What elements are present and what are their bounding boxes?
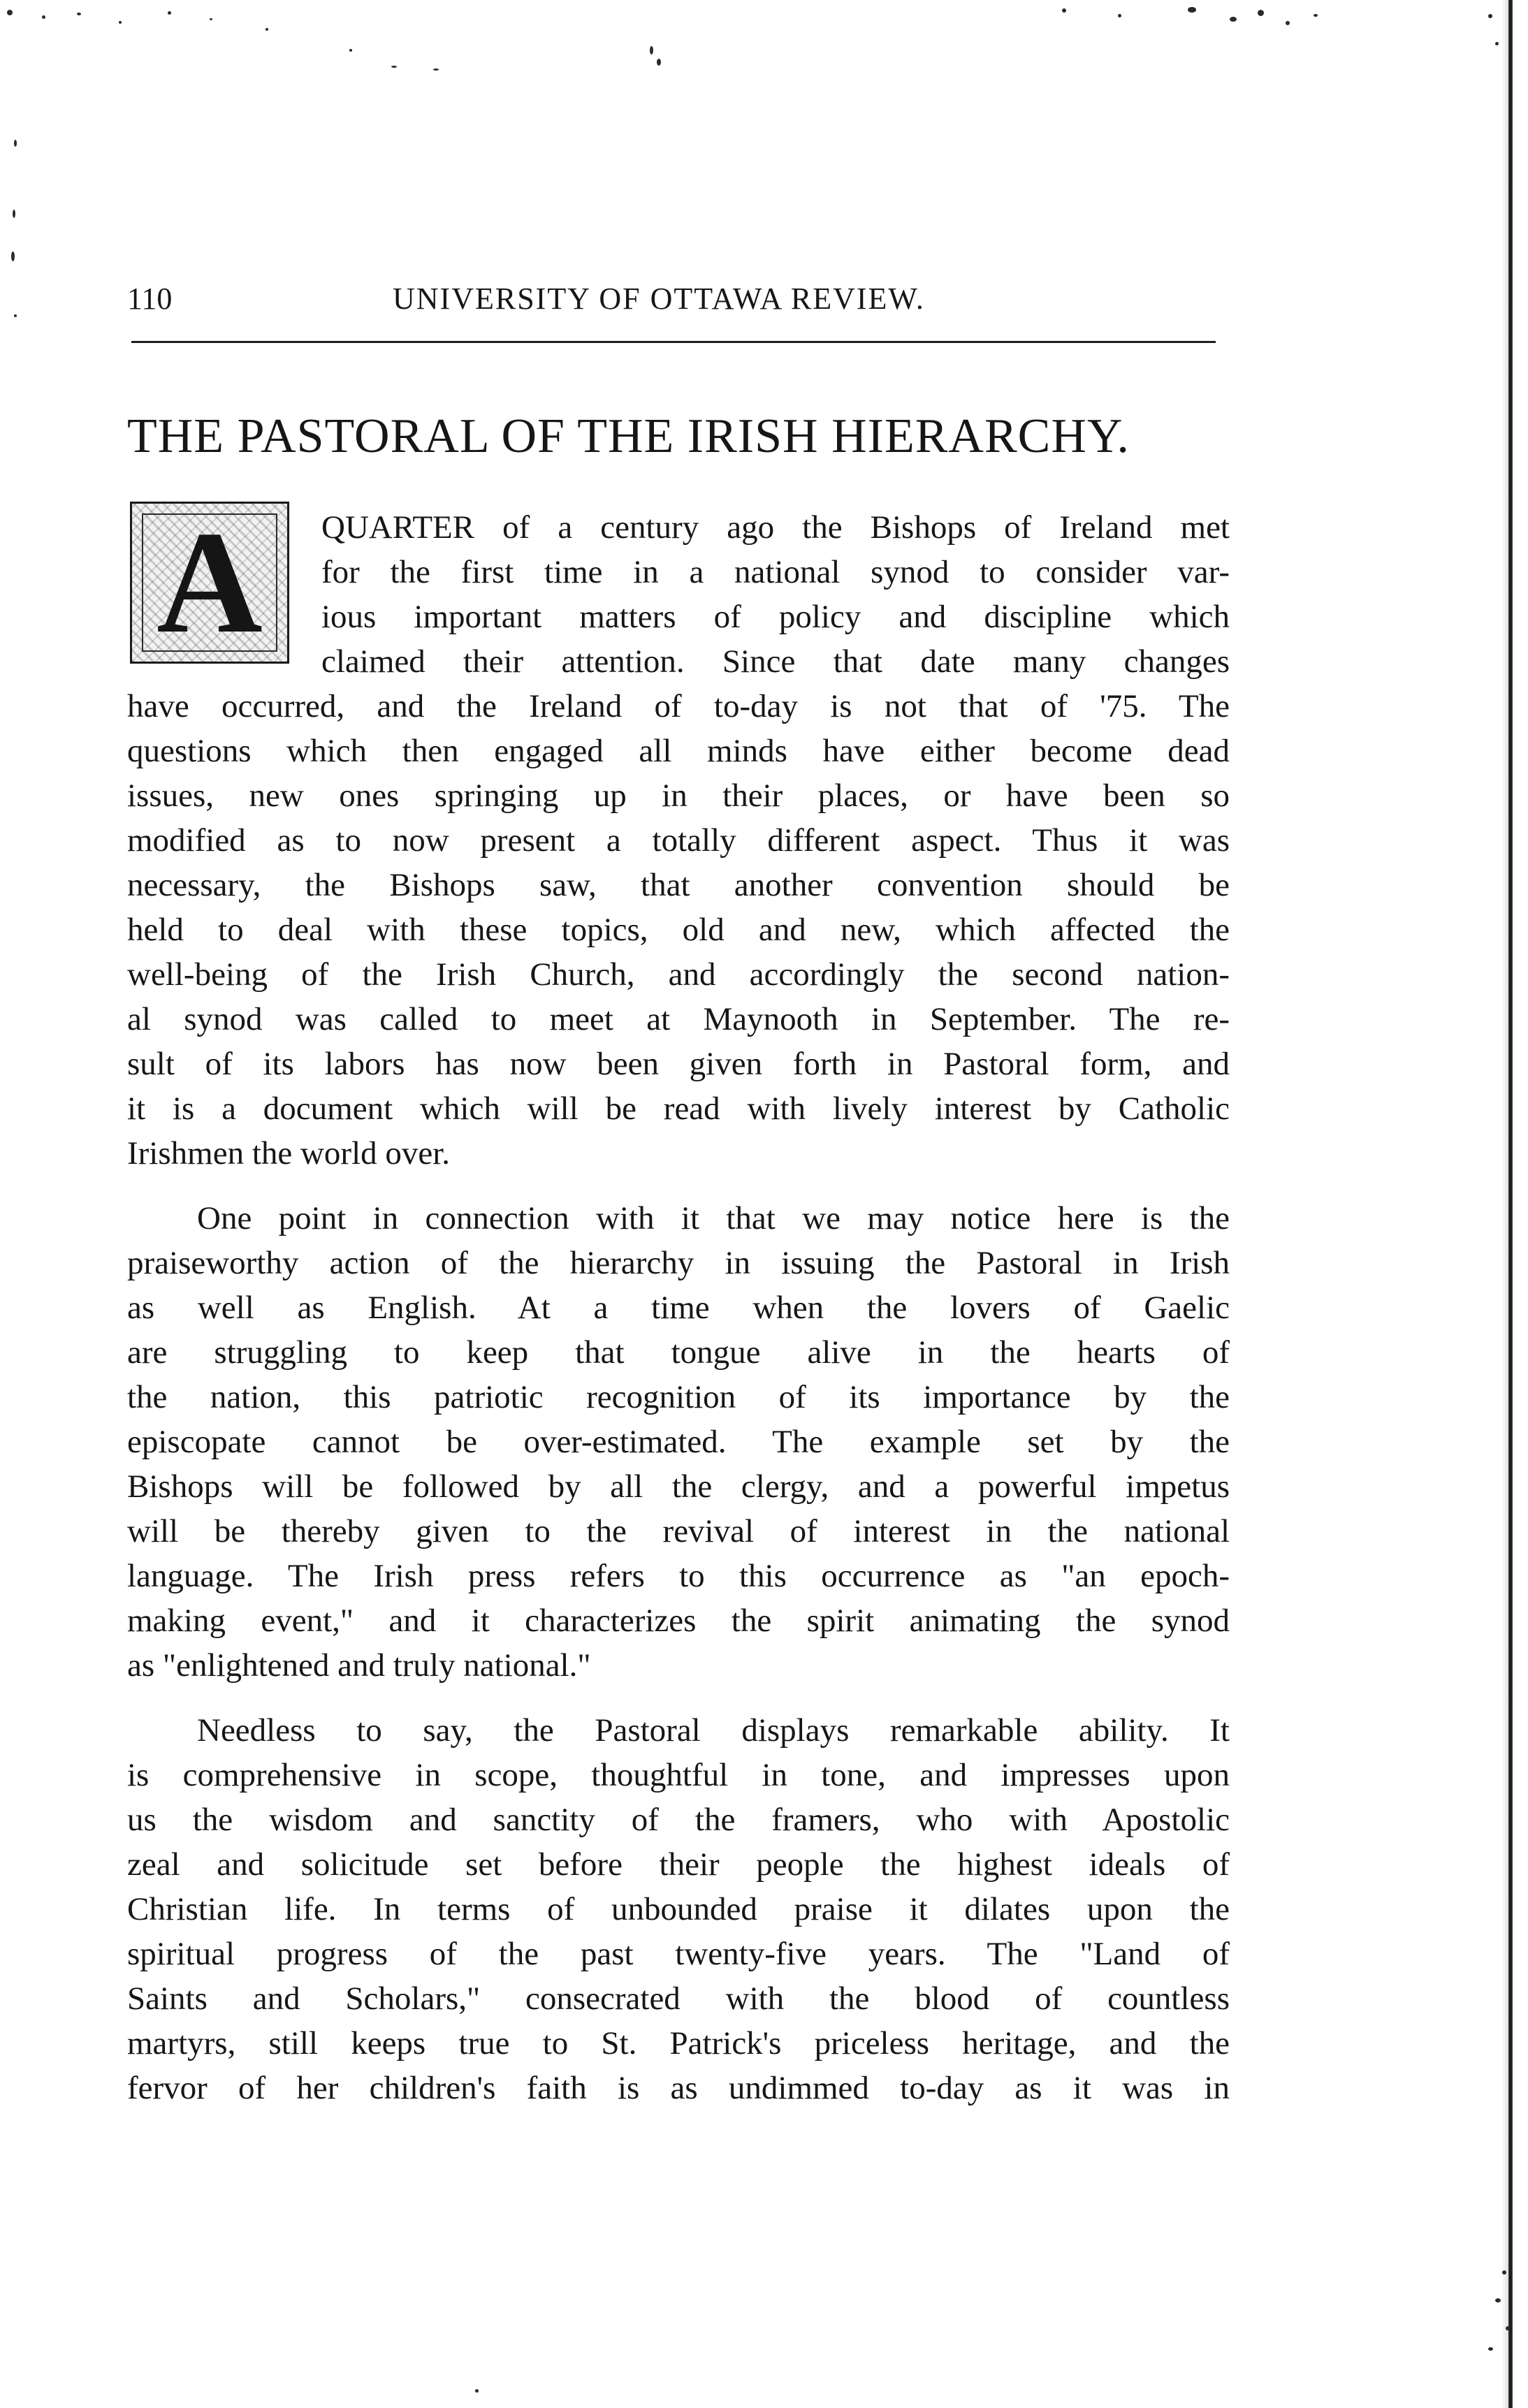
- body-line: well-being of the Irish Church, and accordingly the second nation-: [127, 956, 1230, 993]
- body-line: QUARTER of a century ago the Bishops of Ireland met: [321, 509, 1230, 546]
- body-line: episcopate cannot be over-estimated. The example set by the: [127, 1424, 1230, 1460]
- ornamental-drop-cap: [130, 502, 289, 664]
- body-line: Bishops will be followed by all the clergy, and a powerful impetus: [127, 1468, 1230, 1505]
- body-line: fervor of her children's faith is as undimmed to-day as it was in: [127, 2070, 1230, 2106]
- body-line: will be thereby given to the revival of interest in the national: [127, 1513, 1230, 1549]
- page-number: 110: [127, 282, 173, 316]
- body-line: issues, new ones springing up in their places, or have been so: [127, 778, 1230, 814]
- page-edge: [1508, 0, 1513, 2408]
- body-line: for the first time in a national synod to consider var-: [321, 554, 1230, 590]
- body-line: zeal and solicitude set before their people the highest ideals of: [127, 1846, 1230, 1883]
- body-line: as well as English. At a time when the lovers of Gaelic: [127, 1290, 1230, 1326]
- body-line: claimed their attention. Since that date many changes: [321, 643, 1230, 680]
- drop-cap-letter: A: [157, 502, 263, 664]
- body-line: Irishmen the world over.: [127, 1135, 451, 1172]
- body-line: praiseworthy action of the hierarchy in issuing the Pastoral in Irish: [127, 1245, 1230, 1281]
- body-line: the nation, this patriotic recognition of its importance by the: [127, 1379, 1230, 1415]
- body-line: as "enlightened and truly national.": [127, 1647, 591, 1684]
- body-line: questions which then engaged all minds have either become dead: [127, 733, 1230, 769]
- body-line: One point in connection with it that we may notice here is the: [197, 1200, 1230, 1236]
- body-line: making event," and it characterizes the spirit animating the synod: [127, 1603, 1230, 1639]
- body-line: al synod was called to meet at Maynooth in September. The re-: [127, 1001, 1230, 1037]
- body-line: ious important matters of policy and discipline which: [321, 599, 1230, 635]
- body-line: us the wisdom and sanctity of the framers, who with Apostolic: [127, 1802, 1230, 1838]
- header-rule: [131, 341, 1216, 343]
- running-header: [127, 278, 1217, 327]
- body-line: spiritual progress of the past twenty-five years. The "Land of: [127, 1936, 1230, 1972]
- body-line: is comprehensive in scope, thoughtful in tone, and impresses upon: [127, 1757, 1230, 1793]
- body-line: language. The Irish press refers to this occurrence as "an epoch-: [127, 1558, 1230, 1594]
- body-line: have occurred, and the Ireland of to-day is not that of '75. The: [127, 688, 1230, 724]
- body-line: Needless to say, the Pastoral displays remarkable ability. It: [197, 1712, 1230, 1749]
- body-line: necessary, the Bishops saw, that another convention should be: [127, 867, 1230, 903]
- body-line: Saints and Scholars," consecrated with the blood of countless: [127, 1980, 1230, 2017]
- body-line: martyrs, still keeps true to St. Patrick's priceless heritage, and the: [127, 2025, 1230, 2062]
- body-line: held to deal with these topics, old and new, which affected the: [127, 912, 1230, 948]
- body-line: Christian life. In terms of unbounded praise it dilates upon the: [127, 1891, 1230, 1927]
- article-title: THE PASTORAL OF THE IRISH HIERARCHY.: [127, 409, 1130, 463]
- running-head: UNIVERSITY OF OTTAWA REVIEW.: [393, 282, 925, 316]
- scan-shadow: [1501, 0, 1508, 2408]
- body-line: sult of its labors has now been given forth in Pastoral form, and: [127, 1046, 1230, 1082]
- body-line: modified as to now present a totally different aspect. Thus it was: [127, 822, 1230, 859]
- body-line: it is a document which will be read with lively interest by Catholic: [127, 1090, 1230, 1127]
- body-line: are struggling to keep that tongue alive in the hearts of: [127, 1334, 1230, 1371]
